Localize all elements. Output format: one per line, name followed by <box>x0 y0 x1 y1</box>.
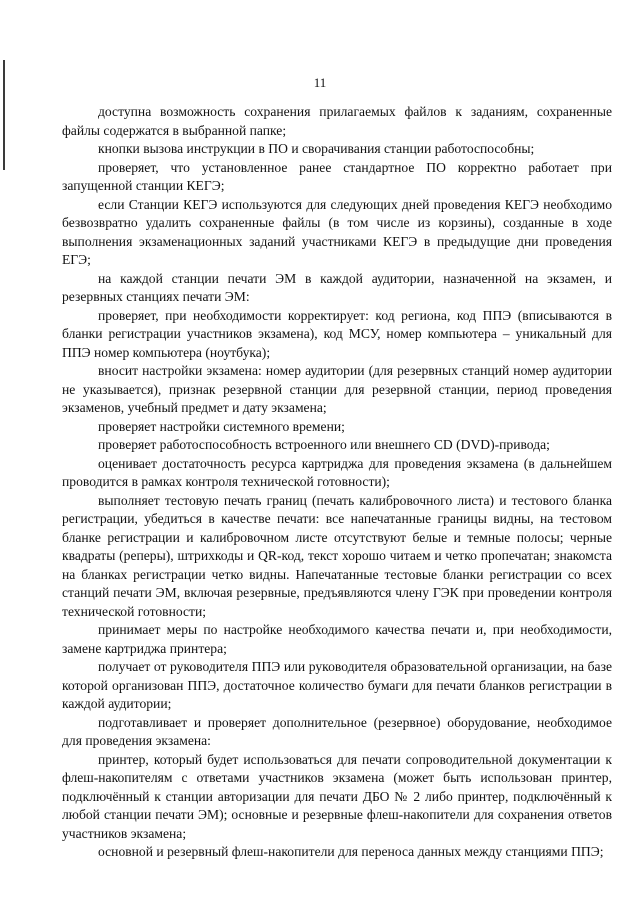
paragraph: доступна возможность сохранения прилагаемых файлов к заданиям, сохраненные файлы содержатся в выбранной папке; <box>62 104 612 138</box>
paragraph: проверяет работоспособность встроенного или внешнего CD (DVD)-привода; <box>98 437 550 452</box>
paragraph: подготавливает и проверяет дополнительное (резервное) оборудование, необходимое для проведения экзамена: <box>62 714 612 748</box>
paragraph: принимает меры по настройке необходимого качества печати и, при необходимости, замене картриджа принтера; <box>62 622 612 656</box>
paragraph: кнопки вызова инструкции в ПО и сворачивания станции работоспособны; <box>98 141 535 156</box>
paragraph: оценивает достаточность ресурса картриджа для проведения экзамена (в дальнейшем проводится в рамках контроля технической готовности); <box>62 455 612 489</box>
paragraph: принтер, который будет использоваться для печати сопроводительной документации к флеш-накопителям с ответами участников экзамена (может быть использован принтер, подключённый к станции авторизации для печати ДБО № 2 либо принтер, подключённый к любой станции печати ЭМ); основные и резервные флеш-накопители для сохранения ответов участников экзамена; <box>62 751 612 841</box>
paragraph: проверяет, что установленное ранее стандартное ПО корректно работает при запущенной станции КЕГЭ; <box>62 159 612 193</box>
paragraph: вносит настройки экзамена: номер аудитории (для резервных станций номер аудитории не указывается), признак резервной станции для резервной станции, период проведения экзаменов, учебный предмет и дату экзамена; <box>62 363 612 415</box>
paragraph: проверяет, при необходимости корректирует: код региона, код ППЭ (вписываются в бланки регистрации участников экзамена), код МСУ, номер компьютера – уникальный для ППЭ номер компьютера (ноутбука); <box>62 307 612 360</box>
paragraph: если Станции КЕГЭ используются для следующих дней проведения КЕГЭ необходимо безвозвратно удалить сохраненные файлы (в том числе из корзины), созданные в ходе выполнения экзаменационных заданий участниками КЕГЭ в предыдущие дни проведения ЕГЭ; <box>62 196 612 267</box>
paragraph: основной и резервный флеш-накопители для переноса данных между станциями ППЭ; <box>98 844 604 859</box>
paragraph: выполняет тестовую печать границ (печать калибровочного листа) и тестового бланка регистрации, убедиться в качестве печати: все напечатанные границы видны, на тестовом бланке регистрации и калибровочном листе отсутствуют белые и темные полосы; черные квадраты (реперы), штрихкоды и QR-код, текст хорошо читаем и четко пропечатан; знакомста на бланках регистрации четко видны. Напечатанные тестовые бланки регистрации со всех станций печати ЭМ, включая резервные, предъявляются члену ГЭК при проведении контроля технической готовности; <box>62 492 612 619</box>
page-number: 11 <box>313 75 327 90</box>
document-body <box>62 103 612 862</box>
paragraph: получает от руководителя ППЭ или руководителя образовательной организации, на базе которой организован ППЭ, достаточное количество бумаги для печати бланков регистрации в каждой аудитории; <box>62 659 612 711</box>
paragraph: на каждой станции печати ЭМ в каждой аудитории, назначенной на экзамен, и резервных станциях печати ЭМ: <box>62 270 612 304</box>
paragraph: проверяет настройки системного времени; <box>98 418 345 434</box>
